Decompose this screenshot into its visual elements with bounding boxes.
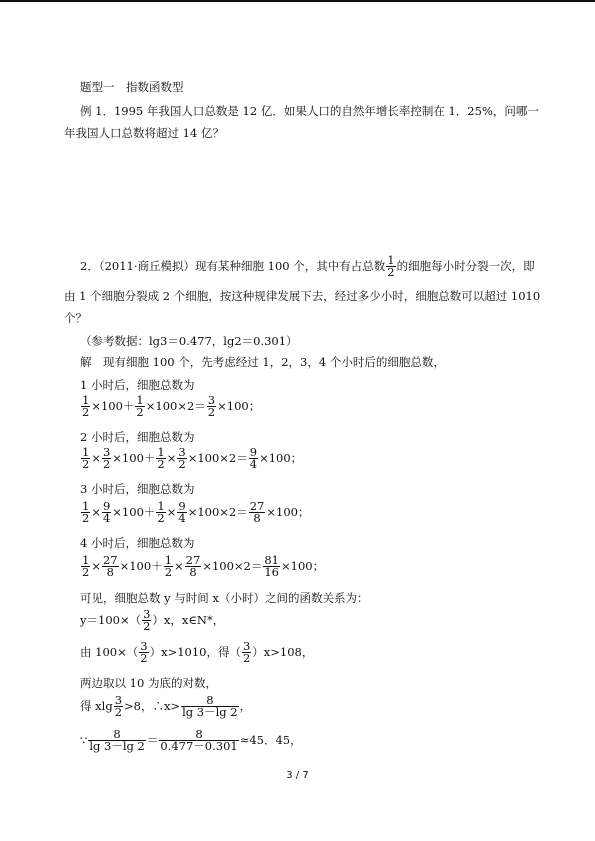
fraction xyxy=(102,552,119,579)
fraction-denominator: 0.477－0.301 xyxy=(160,738,238,753)
fraction xyxy=(142,606,151,633)
fraction-numerator: 27 xyxy=(102,552,118,567)
hour2-label: 2 小时后，细胞总数为 xyxy=(80,430,195,444)
fraction xyxy=(207,392,216,419)
calc-formula xyxy=(80,726,302,754)
fraction-denominator: 8 xyxy=(189,564,197,579)
fraction xyxy=(81,498,90,525)
fraction-numerator: 3 xyxy=(242,638,251,653)
fraction xyxy=(81,444,90,471)
function-formula xyxy=(80,606,224,634)
fraction-denominator: 2 xyxy=(143,618,151,633)
fraction-denominator: 8 xyxy=(253,510,261,525)
fraction-denominator: 2 xyxy=(140,650,148,665)
formula-text: ×100×2＝ xyxy=(187,505,248,519)
fraction-numerator: 27 xyxy=(185,552,201,567)
fraction-numerator: 1 xyxy=(82,498,90,513)
fraction-numerator: 8 xyxy=(181,695,239,707)
fraction xyxy=(135,392,144,419)
fraction-denominator: 16 xyxy=(264,564,279,579)
fraction-numerator: 1 xyxy=(157,444,165,459)
fraction-numerator: 1 xyxy=(157,498,165,513)
formula-text: × xyxy=(91,559,101,573)
formula-text: ×100； xyxy=(281,559,325,573)
hour1-label: 1 小时后，细胞总数为 xyxy=(80,378,195,392)
fraction-denominator: lg 3－lg 2 xyxy=(89,738,145,753)
fraction xyxy=(263,552,280,579)
fraction xyxy=(185,552,202,579)
formula-text: ）x>108， xyxy=(252,645,314,659)
formula-text: ＝ xyxy=(146,733,159,747)
hour4-label: 4 小时后，细胞总数为 xyxy=(80,536,195,550)
fraction-numerator: 3 xyxy=(114,692,123,707)
formula-text: ×100＋ xyxy=(112,451,156,465)
formula-text: × xyxy=(174,559,184,573)
example1-line1: 例 1．1995 年我国人口总数是 12 亿．如果人口的自然年增长率控制在 1．25%，问哪一 xyxy=(80,104,539,118)
formula-text: ≈45．45， xyxy=(239,733,302,747)
formula-text: 由 100×（ xyxy=(80,645,139,659)
fraction-denominator: 2 xyxy=(157,456,165,471)
fraction-denominator: 2 xyxy=(157,510,165,525)
fraction xyxy=(181,692,239,719)
fraction xyxy=(81,392,90,419)
formula-text: ×100＋ xyxy=(91,399,135,413)
fraction-numerator: 81 xyxy=(264,552,279,567)
log-text: 两边取以 10 为底的对数， xyxy=(80,676,217,690)
fraction-numerator: 3 xyxy=(178,444,186,459)
fraction xyxy=(177,498,186,525)
fraction-numerator: 3 xyxy=(140,638,148,653)
fraction-half xyxy=(386,252,395,279)
fraction-numerator: 1 xyxy=(82,552,90,567)
fraction-numerator: 1 xyxy=(82,444,90,459)
fraction xyxy=(249,444,258,471)
fraction-denominator: 2 xyxy=(207,404,216,419)
fraction-denominator: 2 xyxy=(82,456,90,471)
formula-text: × xyxy=(166,451,177,465)
fraction xyxy=(156,444,165,471)
fraction-denominator: 4 xyxy=(249,456,258,471)
fraction xyxy=(114,692,123,719)
formula-text: ∵ xyxy=(80,733,88,747)
fraction-numerator: 3 xyxy=(143,606,151,621)
formula-text: × xyxy=(91,451,101,465)
fraction xyxy=(139,638,148,665)
problem2-text-a: 2．（2011·商丘模拟）现有某种细胞 100 个，其中有占总数 xyxy=(80,259,386,273)
formula-text: ×100＋ xyxy=(112,505,156,519)
fraction xyxy=(102,498,111,525)
formula-text: ×100×2＝ xyxy=(187,451,248,465)
fraction-numerator: 9 xyxy=(178,498,186,513)
formula-text: ×100×2＝ xyxy=(145,399,206,413)
fraction-denominator: lg 3－lg 2 xyxy=(182,704,238,719)
formula-text: × xyxy=(91,505,101,519)
formula-text: × xyxy=(166,505,177,519)
formula-text: ×100×2＝ xyxy=(202,559,263,573)
fraction-denominator: 4 xyxy=(102,510,111,525)
formula-text: 得 xlg xyxy=(80,699,113,713)
fraction-numerator: 8 xyxy=(88,729,146,741)
fraction-denominator: 2 xyxy=(82,510,90,525)
log-formula xyxy=(80,692,251,720)
fraction-numerator: 8 xyxy=(159,729,238,741)
example1-line2: 年我国人口总数将超过 14 亿？ xyxy=(64,126,224,140)
fraction xyxy=(88,726,146,753)
fraction xyxy=(249,498,266,525)
fraction-numerator: 1 xyxy=(164,552,173,567)
solution-intro: 解 现有细胞 100 个，先考虑经过 1，2，3，4 个小时后的细胞总数， xyxy=(80,355,445,369)
fraction-numerator: 3 xyxy=(207,392,216,407)
problem2-line1 xyxy=(80,252,535,280)
hour3-formula xyxy=(80,498,309,526)
hour4-formula xyxy=(80,552,324,580)
fraction-numerator: 27 xyxy=(249,498,265,513)
fraction xyxy=(164,552,173,579)
hour2-formula xyxy=(80,444,302,472)
page-number: 3 / 7 xyxy=(286,770,309,781)
formula-text: >8，∴x> xyxy=(124,699,181,713)
conclusion-text: 可见，细胞总数 y 与时间 x（小时）之间的函数关系为： xyxy=(80,591,369,605)
formula-text: ×100； xyxy=(259,451,303,465)
fraction-denominator: 2 xyxy=(114,704,123,719)
inequality-formula xyxy=(80,638,313,666)
fraction-denominator: 4 xyxy=(178,510,186,525)
fraction xyxy=(102,444,111,471)
fraction-denominator: 2 xyxy=(136,404,144,419)
fraction-denominator: 2 xyxy=(102,456,111,471)
problem2-line3: 个？ xyxy=(64,311,87,325)
fraction xyxy=(81,552,90,579)
formula-text: ， xyxy=(239,699,252,713)
fraction-numerator: 9 xyxy=(249,444,258,459)
formula-text: ）x，x∈N*， xyxy=(152,613,225,627)
fraction-numerator: 1 xyxy=(82,392,90,407)
formula-text: ×100； xyxy=(217,399,261,413)
fraction-denominator: 2 xyxy=(242,650,251,665)
fraction xyxy=(159,726,238,753)
section-heading: 题型一 指数函数型 xyxy=(80,80,184,94)
formula-text: ×100＋ xyxy=(119,559,163,573)
formula-text: y＝100×（ xyxy=(80,613,142,627)
fraction-numerator: 1 xyxy=(387,252,395,267)
formula-text: ）x>1010，得（ xyxy=(149,645,241,659)
fraction-denominator: 2 xyxy=(82,404,90,419)
problem2-text-b: 的细胞每小时分裂一次，即 xyxy=(396,259,535,273)
fraction-numerator: 3 xyxy=(102,444,111,459)
fraction xyxy=(177,444,186,471)
top-rule xyxy=(0,0,595,2)
fraction-denominator: 2 xyxy=(387,264,395,279)
hour3-label: 3 小时后，细胞总数为 xyxy=(80,482,195,496)
problem2-line2: 由 1 个细胞分裂成 2 个细胞，按这种规律发展下去，经过多少小时，细胞总数可以超过 1010 xyxy=(64,289,541,303)
reference-data: （参考数据：lg3＝0.477，lg2＝0.301） xyxy=(80,334,298,348)
fraction-denominator: 2 xyxy=(164,564,173,579)
formula-text: ×100； xyxy=(266,505,310,519)
hour1-formula xyxy=(80,392,260,420)
fraction-numerator: 1 xyxy=(136,392,144,407)
fraction-denominator: 2 xyxy=(82,564,90,579)
fraction-numerator: 9 xyxy=(102,498,111,513)
fraction xyxy=(156,498,165,525)
fraction-denominator: 2 xyxy=(178,456,186,471)
fraction xyxy=(242,638,251,665)
fraction-denominator: 8 xyxy=(106,564,114,579)
